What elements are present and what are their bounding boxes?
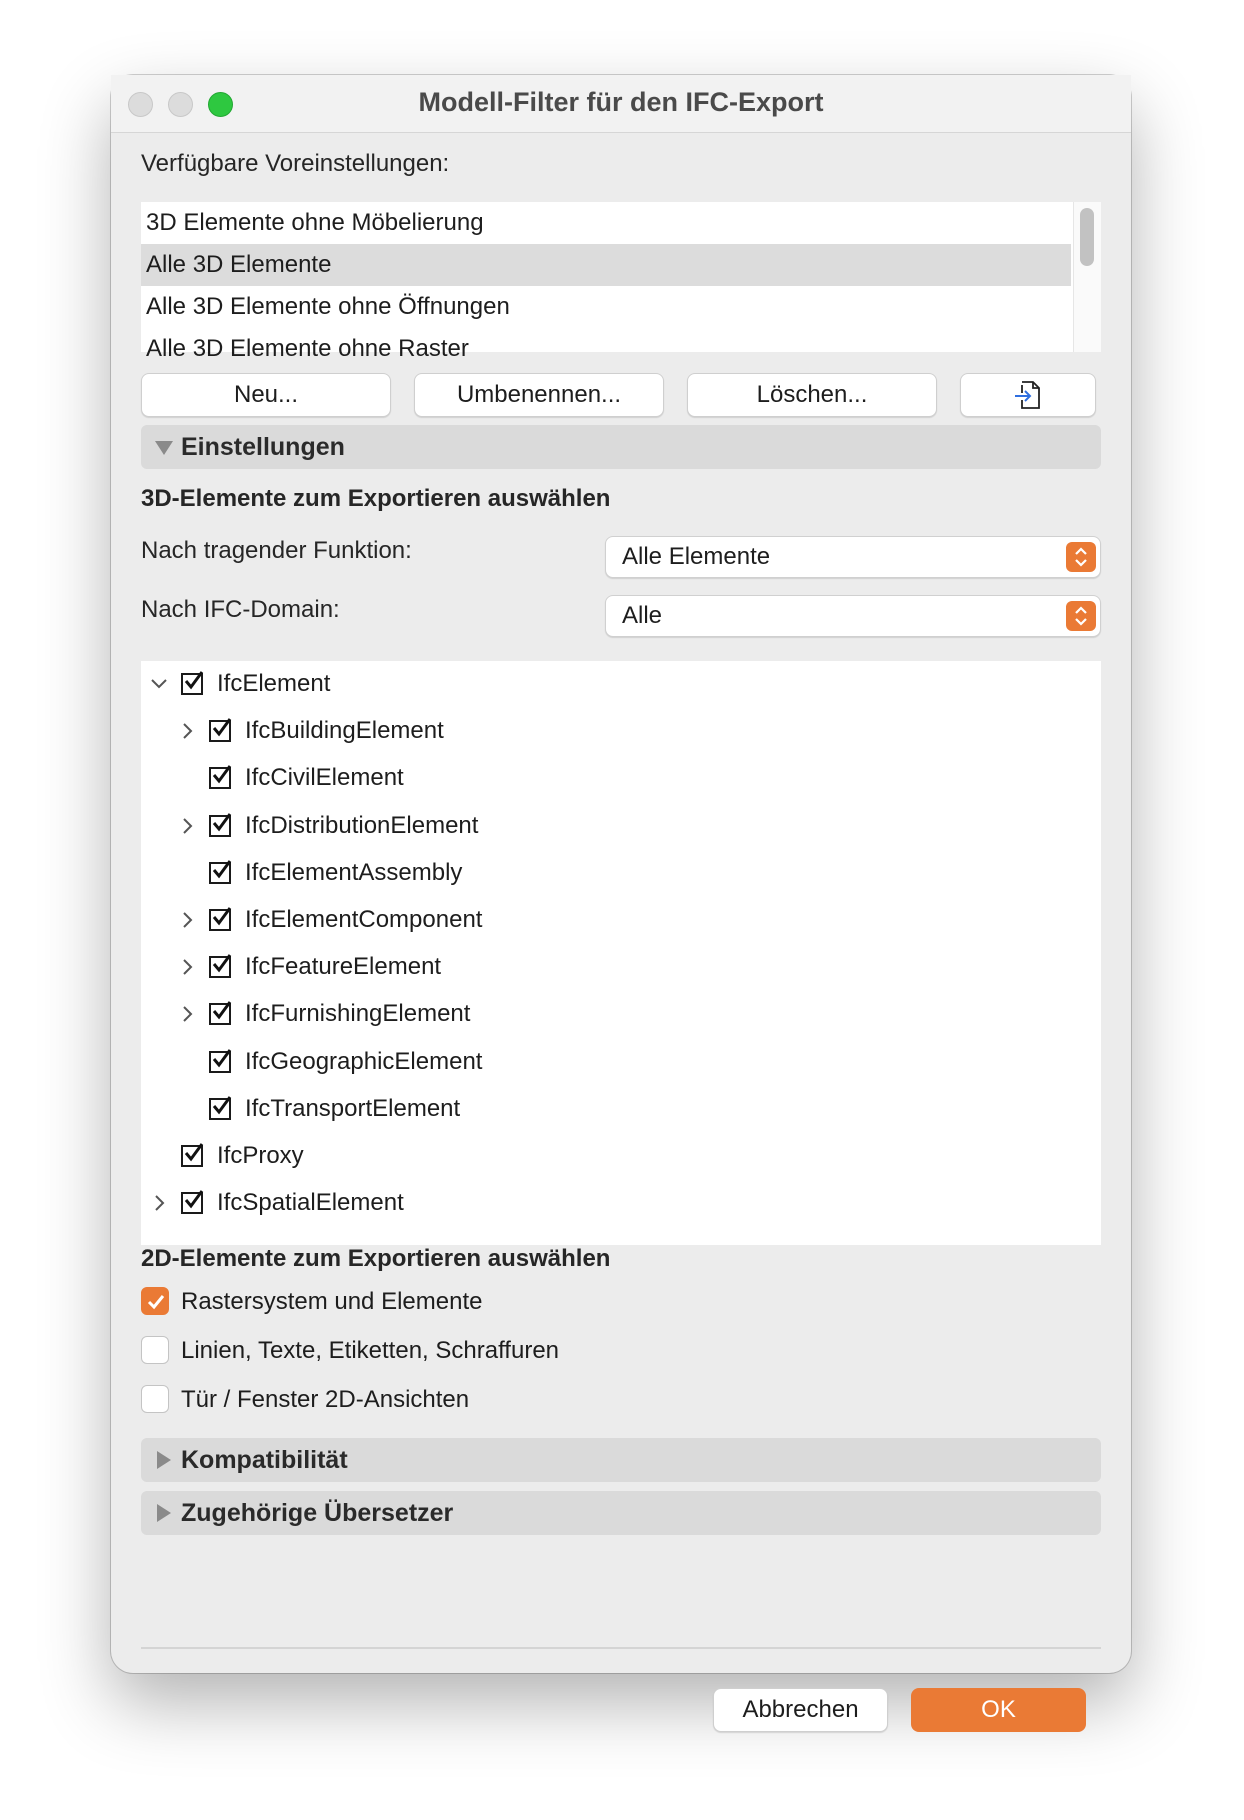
presets-scrollbar-thumb[interactable]: [1080, 208, 1094, 266]
domain-filter-select[interactable]: [605, 595, 1101, 637]
checkmark-icon: [210, 1094, 236, 1120]
tree-label: IfcFeatureElement: [245, 953, 442, 981]
chevron-right-icon[interactable]: [175, 717, 199, 745]
chevron-right-icon[interactable]: [175, 953, 199, 981]
tree-label: IfcElement: [217, 670, 331, 697]
compatibility-section-title: Kompatibilität: [181, 1446, 348, 1474]
tree-checkbox[interactable]: [209, 909, 231, 931]
tree-row[interactable]: [141, 711, 1101, 751]
lines-texts-label: Linien, Texte, Etiketten, Schraffuren: [181, 1337, 560, 1364]
filters2d-heading: 2D-Elemente zum Exportieren auswählen: [141, 1245, 611, 1272]
chevron-right-icon[interactable]: [175, 906, 199, 934]
function-filter-select[interactable]: [605, 536, 1101, 578]
ifc-element-tree[interactable]: [141, 661, 1101, 1245]
cancel-button[interactable]: Abbrechen: [713, 1688, 888, 1732]
checkmark-icon: [210, 905, 236, 931]
tree-label: IfcElementComponent: [245, 906, 483, 933]
import-file-icon: [1013, 379, 1043, 411]
chevron-down-icon[interactable]: [147, 670, 171, 698]
disclosure-right-icon: [157, 1504, 171, 1522]
ok-button[interactable]: OK: [911, 1688, 1086, 1732]
tree-row[interactable]: [141, 947, 1101, 987]
checkmark-icon: [210, 811, 236, 837]
function-filter-label: Nach tragender Funktion:: [141, 537, 412, 564]
door-window-2d-checkbox[interactable]: [141, 1385, 169, 1413]
tree-label: IfcTransportElement: [245, 1094, 461, 1122]
lines-texts-checkbox[interactable]: [141, 1336, 169, 1364]
select-arrows-icon: [1066, 542, 1096, 572]
select-arrows-icon: [1066, 601, 1096, 631]
filters3d-heading: 3D-Elemente zum Exportieren auswählen: [141, 485, 611, 512]
presets-label: Verfügbare Voreinstellungen:: [141, 150, 450, 177]
tree-checkbox[interactable]: [209, 767, 231, 789]
settings-section-title: Einstellungen: [181, 433, 345, 461]
compatibility-section-header[interactable]: [141, 1438, 1101, 1482]
tree-checkbox[interactable]: [209, 956, 231, 978]
door-window-2d-label: Tür / Fenster 2D-Ansichten: [181, 1386, 470, 1413]
presets-scrollbar[interactable]: [1073, 202, 1101, 352]
checkmark-icon: [210, 1047, 236, 1073]
tree-label: IfcSpatialElement: [217, 1189, 404, 1217]
tree-checkbox[interactable]: [181, 673, 203, 695]
tree-row[interactable]: [141, 853, 1101, 893]
grid-system-checkbox[interactable]: [141, 1287, 169, 1315]
import-preset-button[interactable]: [960, 373, 1096, 417]
tree-checkbox[interactable]: [209, 720, 231, 742]
tree-row[interactable]: [141, 994, 1101, 1034]
tree-checkbox[interactable]: [209, 1051, 231, 1073]
checkmark-icon: [142, 1288, 170, 1316]
tree-label: IfcProxy: [217, 1142, 304, 1169]
tree-checkbox[interactable]: [181, 1145, 203, 1167]
checkmark-icon: [210, 763, 236, 789]
chevron-right-icon[interactable]: [175, 1000, 199, 1028]
tree-checkbox[interactable]: [209, 862, 231, 884]
delete-preset-button[interactable]: Löschen...: [687, 373, 937, 417]
tree-label: IfcFurnishingElement: [245, 1000, 471, 1028]
settings-section-header[interactable]: [141, 425, 1101, 469]
tree-label: IfcGeographicElement: [245, 1047, 483, 1075]
tree-row[interactable]: [141, 1089, 1101, 1129]
function-filter-value: Alle Elemente: [622, 543, 771, 570]
disclosure-right-icon: [157, 1451, 171, 1469]
grid-system-label: Rastersystem und Elemente: [181, 1288, 483, 1315]
checkmark-icon: [210, 952, 236, 978]
tree-label: IfcElementAssembly: [245, 858, 463, 886]
disclosure-down-icon: [155, 441, 173, 455]
checkmark-icon: [210, 999, 236, 1025]
preset-item[interactable]: Alle 3D Elemente ohne Raster: [146, 335, 469, 362]
chevron-right-icon[interactable]: [175, 812, 199, 840]
preset-item[interactable]: Alle 3D Elemente ohne Öffnungen: [146, 293, 510, 320]
tree-label: IfcBuildingElement: [245, 717, 444, 745]
window-title: Modell-Filter für den IFC-Export: [418, 87, 824, 117]
tree-row[interactable]: [141, 758, 1101, 798]
tree-row[interactable]: [141, 1183, 1101, 1223]
tree-checkbox[interactable]: [209, 1098, 231, 1120]
footer-divider: [141, 1647, 1101, 1649]
preset-item[interactable]: 3D Elemente ohne Möbelierung: [146, 209, 484, 236]
new-preset-button[interactable]: Neu...: [141, 373, 391, 417]
tree-row[interactable]: [141, 806, 1101, 846]
checkmark-icon: [210, 858, 236, 884]
checkmark-icon: [182, 1188, 208, 1214]
chevron-right-icon[interactable]: [147, 1189, 171, 1217]
domain-filter-value: Alle: [622, 602, 663, 629]
ifc-filter-dialog: [111, 75, 1131, 1723]
tree-row[interactable]: [141, 900, 1101, 940]
tree-row[interactable]: [141, 1042, 1101, 1082]
checkmark-icon: [182, 1141, 208, 1167]
rename-preset-button[interactable]: Umbenennen...: [414, 373, 664, 417]
tree-label: IfcDistributionElement: [245, 811, 479, 839]
checkmark-icon: [210, 716, 236, 742]
tree-row[interactable]: [141, 664, 1101, 704]
tree-label: IfcCivilElement: [245, 764, 404, 792]
domain-filter-label: Nach IFC-Domain:: [141, 596, 340, 623]
translators-section-header[interactable]: [141, 1491, 1101, 1535]
tree-checkbox[interactable]: [181, 1192, 203, 1214]
presets-list[interactable]: [141, 202, 1101, 362]
tree-checkbox[interactable]: [209, 815, 231, 837]
preset-item-selected[interactable]: Alle 3D Elemente: [141, 244, 1071, 286]
tree-checkbox[interactable]: [209, 1003, 231, 1025]
translators-section-title: Zugehörige Übersetzer: [181, 1499, 454, 1527]
title-bar: [111, 75, 1131, 133]
checkmark-icon: [182, 669, 208, 695]
tree-row[interactable]: [141, 1136, 1101, 1176]
